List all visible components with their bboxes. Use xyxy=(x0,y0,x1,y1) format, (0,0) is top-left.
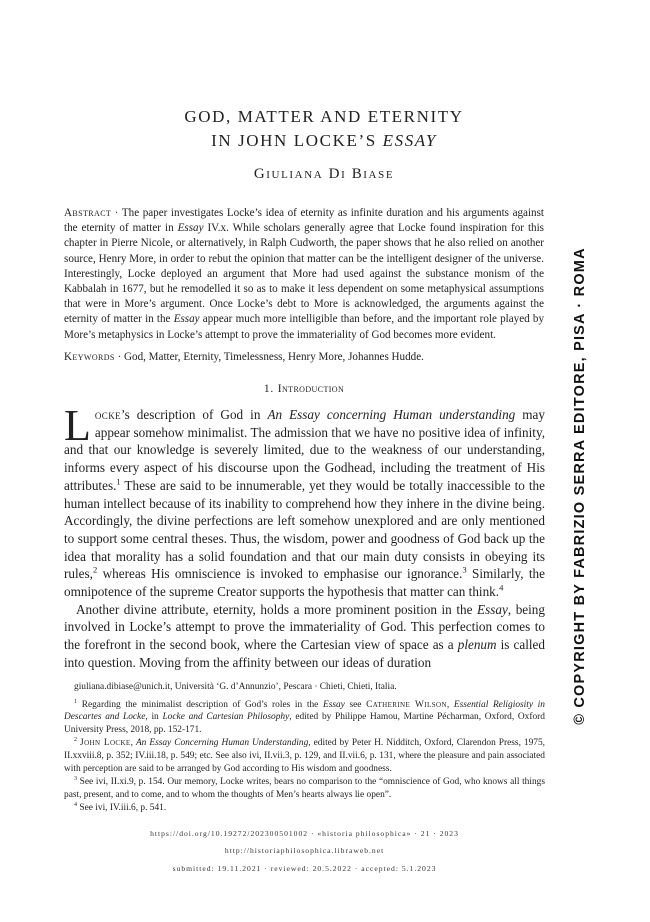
body-paragraph-1 xyxy=(64,401,545,601)
abstract-text-1: The paper investigates Locke’s idea of eternity as infinite duration and his arguments against the eternity of matter in xyxy=(64,207,544,235)
p1-text-b: may appear somehow minimalist. The admission that we have no positive idea of infinity, and that our knowledge is severely limited, due to the weakness of our understanding, informs every aspect of his discourse upon the Godhead, including the treatment of His attributes. xyxy=(64,407,545,493)
p2-plenum: plenum xyxy=(457,637,497,653)
fn4-text: See ivi, IV.iii.6, p. 541. xyxy=(77,803,167,814)
abstract-essay-1: Essay xyxy=(177,222,204,235)
p1-text-d: whereas His omniscience is invoked to emphasise our ignorance. xyxy=(97,566,463,582)
abstract-separator: · xyxy=(111,207,122,219)
title-prefix: IN JOHN LOCKE’S xyxy=(211,131,383,150)
abstract-text-3: appear much more intelligible than before, and the important role played by More’s metaphysics in Locke’s attempt to prove the immateriality of God becomes more evident. xyxy=(64,313,544,341)
fn1-text-d: , in xyxy=(145,712,163,723)
footnote-4 xyxy=(64,802,545,815)
author-name: Giuliana Di Biase xyxy=(253,166,395,182)
lead-small-caps: ocke xyxy=(94,407,121,422)
abstract-text-2: IV.x. While scholars generally agree that Locke found inspiration for this chapter in Pierre Nicole, or alternatively, in Ralph Cudworth, the paper shows that he also relied on another source, Henry More, in order to rebut the opinion that matter can be the intelligent designer of the universe. Interestingly, Locke deployed an argument that More had used against the substance monism of the Kabbalah in 1677, but he remodelled it so as to make it less dependent on some metaphysical assumptions that were in More’s argument. Once Locke’s debt to More is acknowledged, the arguments against the eternity of matter in the xyxy=(64,222,544,326)
article-title-line-1: GOD, MATTER AND ETERNITY xyxy=(184,107,464,126)
author-affiliation: giuliana.dibiase@unich.it, Università ‘G. d’Annunzio’, Pescara · Chieti, Chieti, Italia. xyxy=(74,682,397,692)
fn1-text-e: , edited by Philippe Hamou, Martine Pécharman, Oxford, Oxford University Press, 2018, pp. 152-171. xyxy=(64,712,545,735)
footnote-3-number: 3 xyxy=(74,776,78,783)
fn1-text-c: , xyxy=(446,699,454,710)
section-title: Introduction xyxy=(277,383,345,395)
abstract xyxy=(64,206,544,343)
keywords xyxy=(64,350,544,365)
fn1-text-b: see xyxy=(344,699,367,710)
drop-cap: L xyxy=(64,401,91,450)
keywords-text: God, Matter, Eternity, Timelessness, Henry More, Johannes Hudde. xyxy=(124,351,424,363)
p2-text-c: is called into question. Moving from the affinity between our ideas of duration xyxy=(64,637,545,670)
article-title-line-2 xyxy=(64,131,584,151)
footnote-ref-2[interactable]: 2 xyxy=(92,564,98,575)
footnote-1 xyxy=(64,699,545,737)
fn2-title: An Essay Concerning Human Understanding xyxy=(135,738,309,749)
footnote-3 xyxy=(64,776,545,801)
p2-text-b: , being involved in Locke’s attempt to prove the immateriality of God. This perfection comes to the forefront in the second book, where the Cartesian view of space as a xyxy=(64,601,545,653)
p2-text-a: Another divine attribute, eternity, holds a more prominent position in the xyxy=(76,601,478,617)
body-text xyxy=(64,401,545,672)
fn1-essay: Essay xyxy=(322,699,345,710)
footnote-ref-1[interactable]: 1 xyxy=(116,476,121,487)
fn1-author: Catherine Wilson xyxy=(366,699,447,710)
fn1-text-a: Regarding the minimalist description of God’s roles in the xyxy=(77,699,323,710)
footer-dates-line: submitted: 19.11.2021 · reviewed: 20.5.2022 · accepted: 5.1.2023 xyxy=(172,864,437,873)
p1-text-e: Similarly, the omnipotence of the supreme Creator supports the hypothesis that matter can think. xyxy=(64,566,545,600)
footnote-4-number: 4 xyxy=(74,802,78,809)
abstract-essay-2: Essay xyxy=(173,313,200,326)
p1-text-c: These are said to be innumerable, yet they would be totally inaccessible to the human intellect because of its inability to comprehend how they inhere in the divine being. Accordingly, the divine perfections are left somehow unexplored and are only mentioned to support some central theses. Thus, the wisdom, power and goodness of God back up the idea that morality has a solid foundation and that our main duty consists in obeying its rules, xyxy=(64,477,545,582)
footnotes xyxy=(64,681,545,816)
copyright-text: © COPYRIGHT BY FABRIZIO SERRA EDITORE, PISA · ROMA xyxy=(572,247,588,725)
keywords-separator: · xyxy=(114,351,125,363)
abstract-label: Abstract xyxy=(64,207,112,219)
keywords-label: Keywords xyxy=(64,351,115,363)
footnote-ref-3[interactable]: 3 xyxy=(462,564,467,575)
fn2-text-b: , edited by Peter H. Nidditch, Oxford, Clarendon Press, 1975, II.xxviii.8, p. 352; IV.iii.18, p. 549; etc. See also ivi, II.vii.3, p. 129, and II.vii.6, p. 131, where the pleasure and pain associated with perception are said to be arranged by God according to His wisdom and goodness. xyxy=(64,738,546,774)
title-italic: ESSAY xyxy=(382,131,437,150)
copyright-sidebar xyxy=(566,246,594,726)
p2-essay: Essay xyxy=(477,601,508,617)
fn1-book: Locke and Cartesian Philosophy xyxy=(162,712,290,723)
fn2-author: John Locke xyxy=(80,738,131,749)
fn2-text-a: , xyxy=(130,738,136,749)
footnote-ref-4[interactable]: 4 xyxy=(499,582,504,593)
footnote-1-number: 1 xyxy=(74,698,78,705)
footnote-2 xyxy=(64,737,545,775)
fn3-text: See ivi, II.xi.9, p. 154. Our memory, Locke writes, bears no comparison to the “omniscience of God, who knows all things past, present, and to come, and to whom the thoughts of Men’s hearts always lie open”. xyxy=(64,777,545,800)
section-number: 1. xyxy=(263,383,275,395)
section-heading xyxy=(64,383,544,395)
p1-text-a: ’s description of God in xyxy=(121,407,268,422)
p1-book-title: An Essay concerning Human understanding xyxy=(267,407,516,422)
footer-doi-line[interactable]: https://doi.org/10.19272/202300501002 · «historia philosophica» · 21 · 2023 xyxy=(150,829,459,838)
footer-website-link[interactable]: http://historiaphilosophica.libraweb.net xyxy=(224,846,385,855)
body-paragraph-2 xyxy=(64,601,545,672)
fn1-title: Essential Religiosity in Descartes and Locke xyxy=(64,699,545,723)
footnote-2-number: 2 xyxy=(74,737,78,744)
